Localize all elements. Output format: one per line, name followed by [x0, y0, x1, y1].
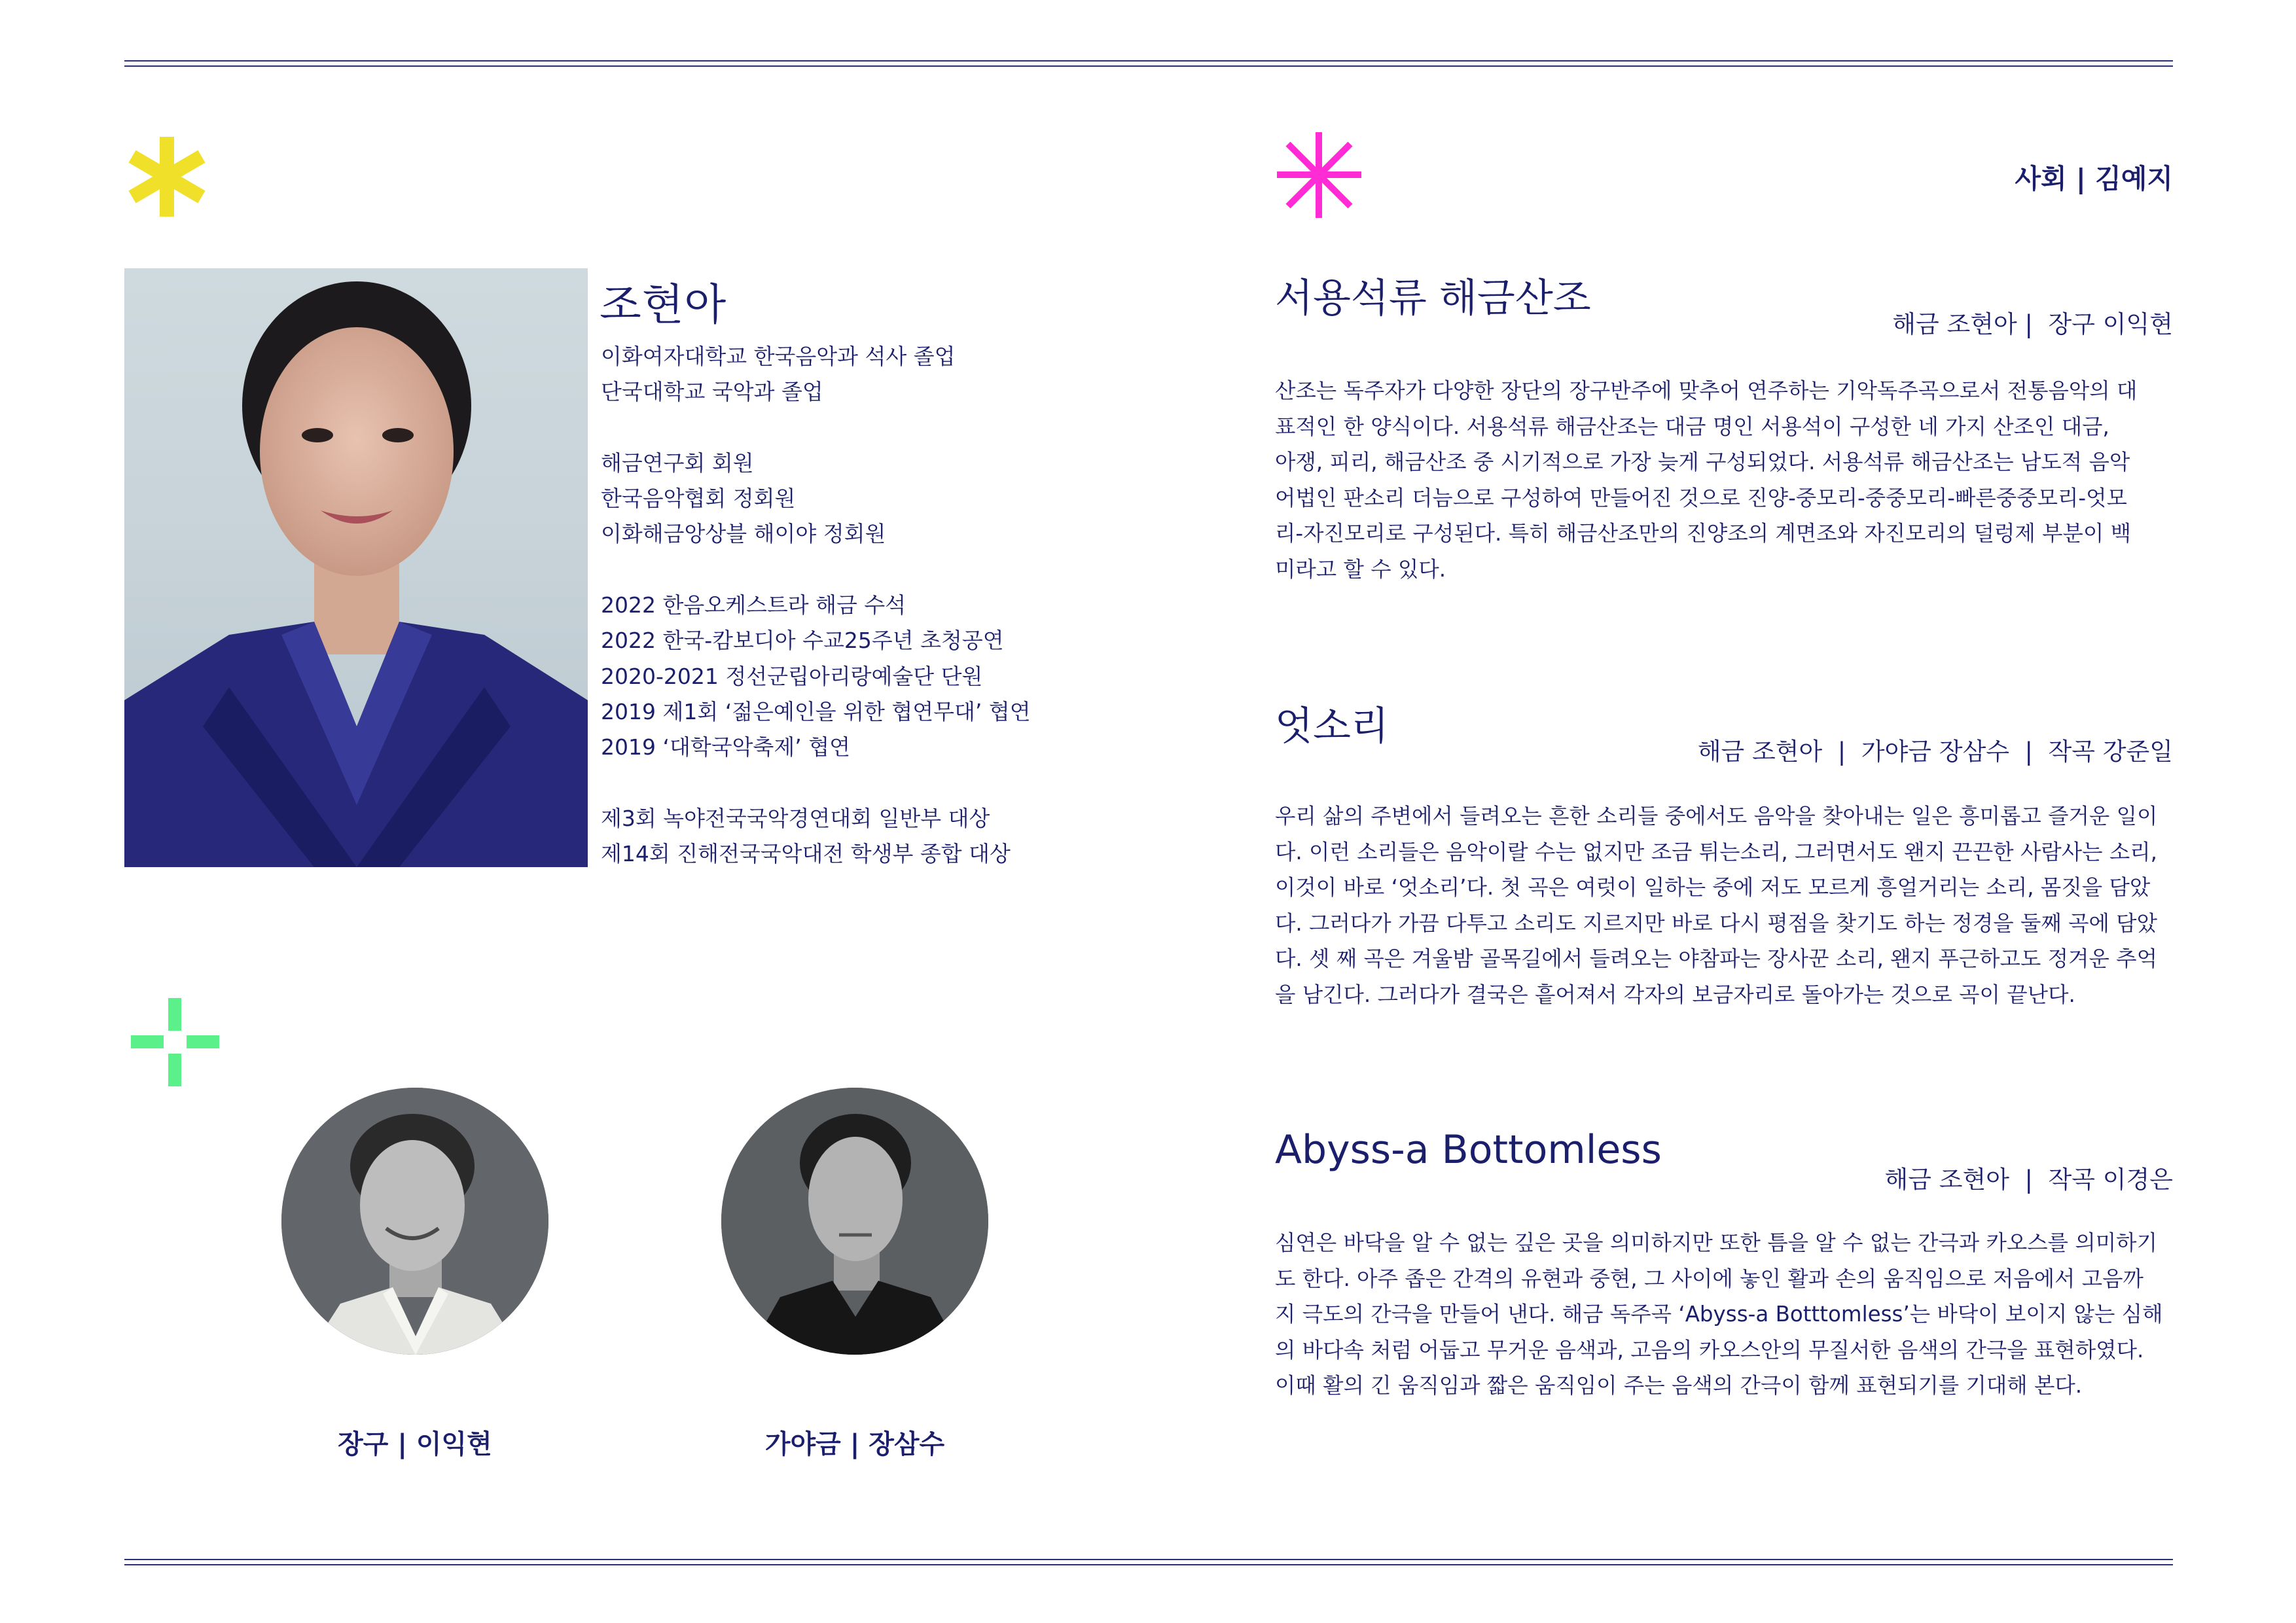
- desc-line: 아쟁, 피리, 해금산조 중 시기적으로 가장 늦게 구성되었다. 서용석류 해금산조는 남도적 음악: [1275, 450, 2130, 475]
- piece-credits: 해금 조현아 | 가야금 장삼수 | 작곡 강준일: [1697, 738, 2173, 766]
- desc-line: 다. 셋 째 곡은 겨울밤 골목길에서 들려오는 야참파는 장사꾼 소리, 왠지 푸근하고도 정겨운 추억: [1275, 946, 2157, 972]
- bio-line: 2022 한국-캄보디아 수교25주년 초청공연: [601, 628, 1004, 654]
- piece-title: Abyss-a Bottomless: [1275, 1127, 1662, 1173]
- desc-line: 심연은 바닥을 알 수 없는 깊은 곳을 의미하지만 또한 틈을 알 수 없는 간극과 카오스를 의미하기: [1275, 1230, 2157, 1255]
- desc-line: 리-자진모리로 구성된다. 특히 해금산조만의 진양조의 계면조와 자진모리의 덜렁제 부분이 백: [1275, 521, 2132, 546]
- piece-title: 엇소리: [1275, 704, 1389, 749]
- asterisk-icon: [124, 134, 209, 219]
- bio-line: [601, 410, 1085, 446]
- guest-photo-gayageum: [721, 1088, 988, 1355]
- piece-credits: 해금 조현아 | 작곡 이경은: [1884, 1166, 2173, 1194]
- guest-caption: 가야금 | 장삼수: [764, 1429, 945, 1459]
- piece-title: 서용석류 해금산조: [1275, 276, 1591, 321]
- bottom-rule: [124, 1559, 2173, 1565]
- piece-credits: 해금 조현아 | 장구 이익현: [1892, 310, 2173, 338]
- asterisk-icon: [1275, 131, 1363, 219]
- desc-line: 이때 활의 긴 움직임과 짧은 움직임이 주는 음색의 간극이 함께 표현되기를 기대해 본다.: [1275, 1373, 2083, 1399]
- guest-photo-janggu: [281, 1088, 548, 1355]
- top-rule: [124, 60, 2173, 67]
- desc-line: 표적인 한 양식이다. 서용석류 해금산조는 대금 명인 서용석이 구성한 네 가지 산조인 대금,: [1275, 414, 2109, 439]
- bio-line: 해금연구회 회원: [601, 450, 754, 476]
- piece-description: [1275, 798, 2178, 1013]
- performer-bio: [601, 339, 1085, 872]
- guest-caption: 장구 | 이익현: [338, 1429, 492, 1459]
- desc-line: 우리 삶의 주변에서 들려오는 흔한 소리들 중에서도 음악을 찾아내는 일은 흥미롭고 즐거운 일이: [1275, 804, 2158, 829]
- bio-line: 2019 ‘대학국악축제’ 협연: [601, 734, 850, 760]
- bio-line: 제3회 녹야전국국악경연대회 일반부 대상: [601, 805, 990, 831]
- bio-line: 단국대학교 국악과 졸업: [601, 379, 823, 405]
- performer-portrait: [124, 268, 588, 867]
- piece-description: [1275, 1225, 2178, 1404]
- desc-line: 미라고 할 수 있다.: [1275, 556, 1446, 582]
- desc-line: 다. 그러다가 가끔 다투고 소리도 지르지만 바로 다시 평점을 찾기도 하는 정경을 둘째 곡에 담았: [1275, 910, 2157, 936]
- desc-line: 도 한다. 아주 좁은 간격의 유현과 중현, 그 사이에 놓인 활과 손의 움직임으로 저음에서 고음까: [1275, 1266, 2144, 1291]
- bio-line: 제14회 진해전국국악대전 학생부 종합 대상: [601, 841, 1011, 867]
- bio-line: 2020-2021 정선군립아리랑예술단 단원: [601, 663, 983, 689]
- bio-line: 이화해금앙상블 해이야 정회원: [601, 521, 886, 547]
- bio-line: 이화여자대학교 한국음악과 석사 졸업: [601, 344, 956, 369]
- bio-line: 2019 제1회 ‘젊은예인을 위한 협연무대’ 협연: [601, 698, 1031, 724]
- desc-line: 어법인 판소리 더늠으로 구성하여 만들어진 것으로 진양-중모리-중중모리-빠른중중모리-엇모: [1275, 485, 2127, 510]
- bio-line: [601, 552, 1085, 588]
- performer-name: 조현아: [600, 279, 727, 330]
- desc-line: 산조는 독주자가 다양한 장단의 장구반주에 맞추어 연주하는 기악독주곡으로서 전통음악의 대: [1275, 378, 2138, 403]
- piece-description: [1275, 373, 2178, 588]
- bio-line: 한국음악협회 정회원: [601, 486, 796, 512]
- desc-line: 다. 이런 소리들은 음악이랄 수는 없지만 조금 튀는소리, 그러면서도 왠지 끈끈한 사람사는 소리,: [1275, 839, 2157, 865]
- bio-line: [601, 766, 1085, 801]
- cross-icon: [131, 998, 219, 1086]
- bio-line: 2022 한음오케스트라 해금 수석: [601, 592, 906, 618]
- desc-line: 이것이 바로 ‘엇소리’다. 첫 곡은 여럿이 일하는 중에 저도 모르게 흥얼거리는 소리, 몸짓을 담았: [1275, 875, 2151, 901]
- desc-line: 의 바다속 처럼 어둡고 무거운 음색과, 고음의 카오스안의 무질서한 음색의 간극을 표현하였다.: [1275, 1337, 2144, 1363]
- desc-line: 지 극도의 간극을 만들어 낸다. 해금 독주곡 ‘Abyss-a Botttomless’는 바닥이 보이지 않는 심해: [1275, 1302, 2163, 1327]
- byline: 사회 | 김예지: [2015, 163, 2173, 194]
- desc-line: 을 남긴다. 그러다가 결국은 흩어져서 각자의 보금자리로 돌아가는 것으로 곡이 끝난다.: [1275, 982, 2075, 1007]
